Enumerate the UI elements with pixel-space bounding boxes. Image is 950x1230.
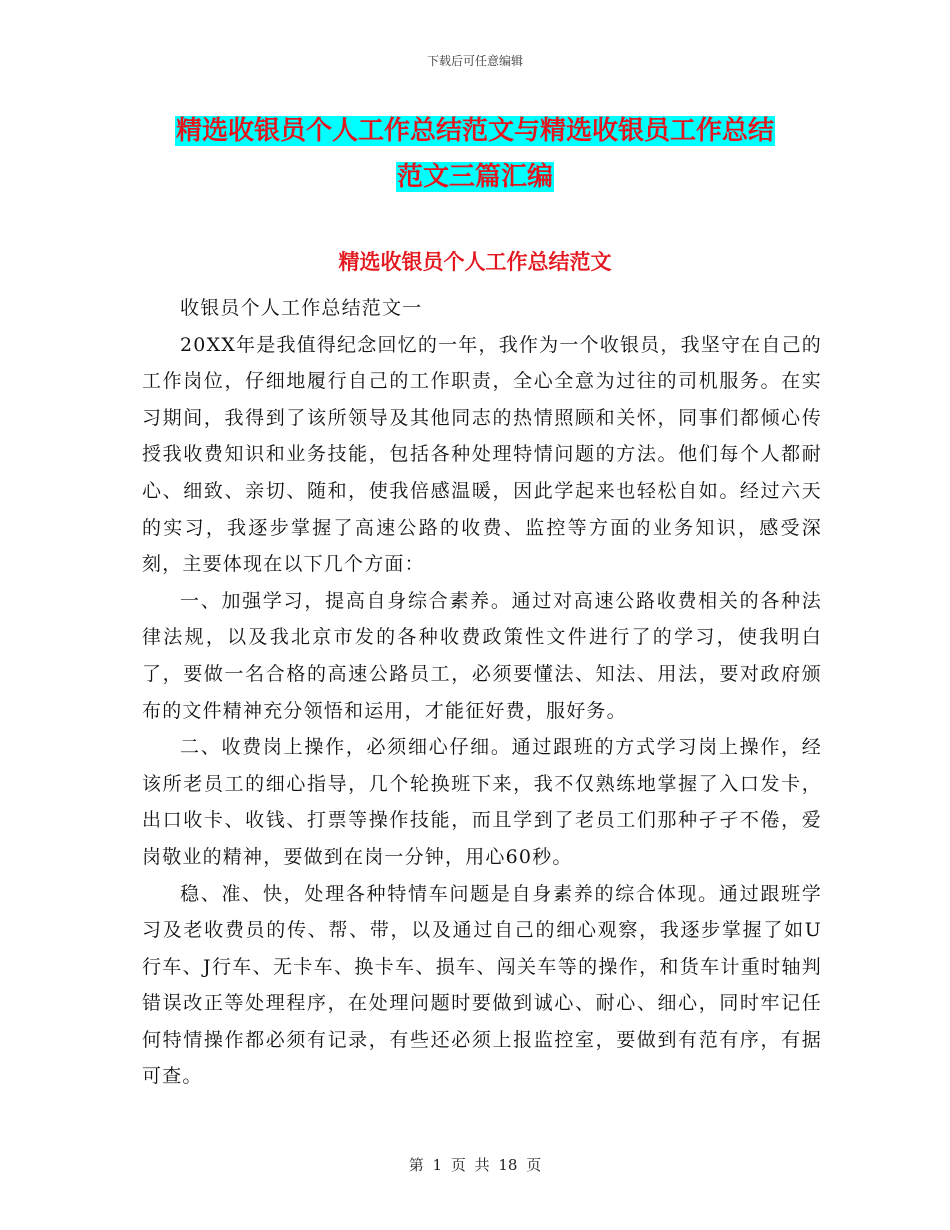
paragraph: 稳、准、快，处理各种特情车问题是自身素养的综合体现。通过跟班学习及老收费员的传、帮、带，以及通过自己的细心观察，我逐步掌握了如U行车、J行车、无卡车、换卡车、损车、闯关车等的操作，和货车计重时轴判错误改正等处理程序，在处理问题时要做到诚心、耐心、细心，同时牢记任何特情操作都必须有记录，有些还必须上报监控室，要做到有范有序，有据可查。 <box>142 882 822 1088</box>
document-title <box>0 108 950 200</box>
document-title-line-1: 精选收银员个人工作总结范文与精选收银员工作总结 <box>175 116 774 146</box>
document-body <box>142 290 822 1095</box>
paragraph: 二、收费岗上操作，必须细心仔细。通过跟班的方式学习岗上操作，经该所老员工的细心指导，几个轮换班下来，我不仅熟练地掌握了入口发卡，出口收卡、收钱、打票等操作技能，而且学到了老员工们那种孑孑不倦，爱岗敬业的精神，要做到在岗一分钟，用心60秒。 <box>142 736 822 868</box>
section-title: 精选收银员个人工作总结范文 <box>338 250 612 274</box>
page-header-note: 下载后可任意编辑 <box>426 54 523 68</box>
document-title-line-2: 范文三篇汇编 <box>396 162 553 192</box>
paragraph-subtitle: 收银员个人工作总结范文一 <box>180 297 423 319</box>
page-number-footer: 第 1 页 共 18 页 <box>408 1156 542 1174</box>
paragraph: 一、加强学习，提高自身综合素养。通过对高速公路收费相关的各种法律法规，以及我北京市发的各种收费政策性文件进行了的学习，使我明白了，要做一名合格的高速公路员工，必须要懂法、知法、用法，要对政府颁布的文件精神充分领悟和运用，才能征好费，服好务。 <box>142 589 822 722</box>
paragraph: 20XX年是我值得纪念回忆的一年，我作为一个收银员，我坚守在自己的工作岗位，仔细地履行自己的工作职责，全心全意为过往的司机服务。在实习期间，我得到了该所领导及其他同志的热情照顾和关怀，同事们都倾心传授我收费知识和业务技能，包括各种处理特情问题的方法。他们每个人都耐心、细致、亲切、随和，使我倍感温暖，因此学起来也轻松自如。经过六天的实习，我逐步掌握了高速公路的收费、监控等方面的业务知识，感受深刻，主要体现在以下几个方面： <box>142 333 822 576</box>
